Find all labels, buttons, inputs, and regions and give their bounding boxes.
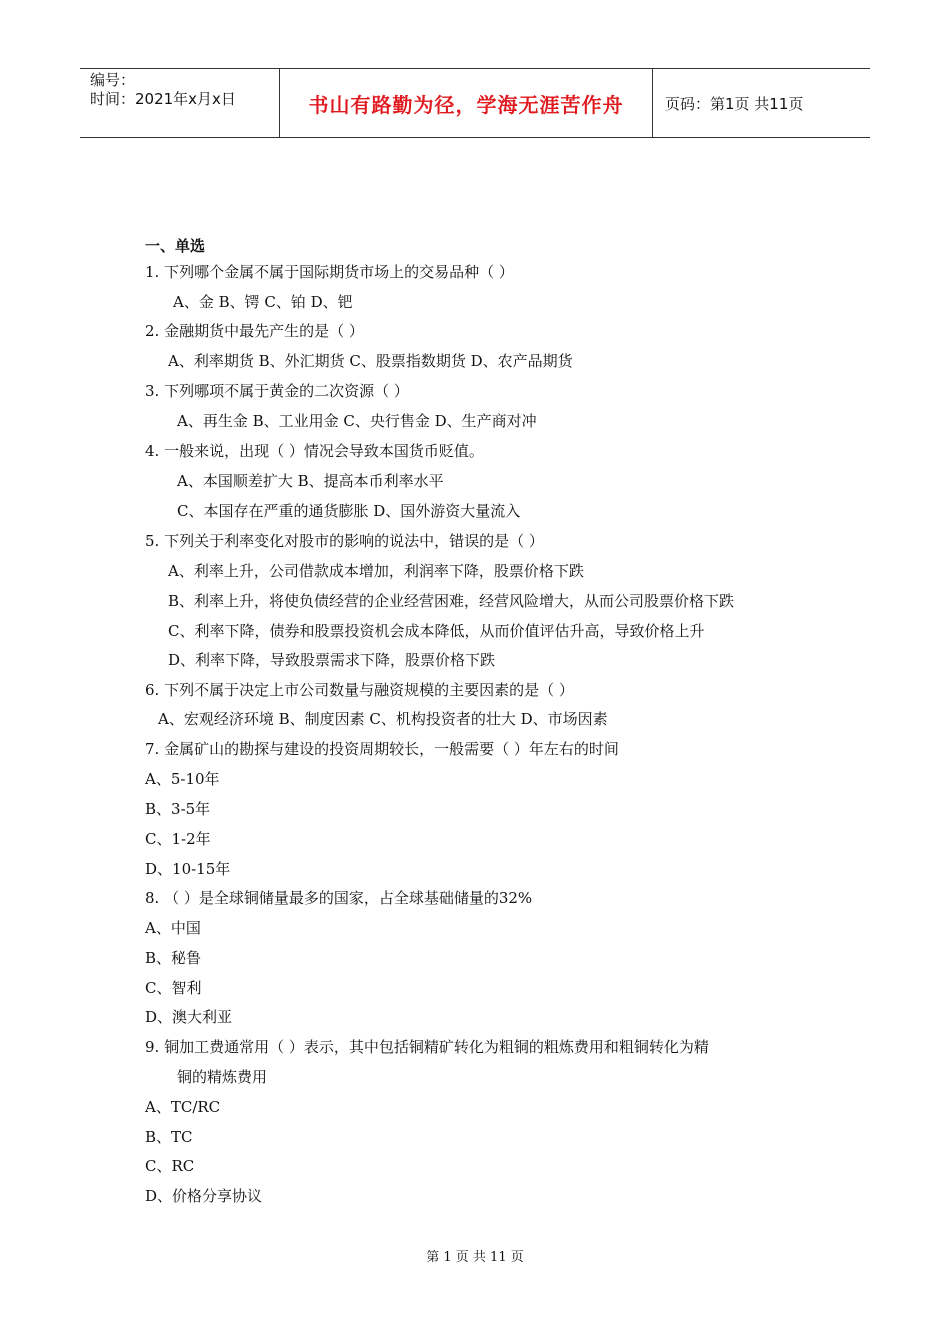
option-9d: D、价格分享协议 [145, 1187, 263, 1205]
options-2: A、利率期货 B、外汇期货 C、股票指数期货 D、农产品期货 [168, 352, 573, 370]
option-5d: D、利率下降，导致股票需求下降，股票价格下跌 [168, 651, 496, 669]
number-label: 编号： [90, 71, 136, 89]
option-7b: B、3-5年 [145, 800, 211, 818]
option-9a: A、TC/RC [145, 1098, 221, 1116]
question-9: 9. 铜加工费通常用（ ）表示，其中包括铜精矿转化为粗铜的粗炼费用和粗铜转化为精 [145, 1038, 709, 1056]
section-title: 一、单选 [145, 237, 206, 255]
question-3: 3. 下列哪项不属于黄金的二次资源（ ） [145, 382, 409, 400]
question-5: 5. 下列关于利率变化对股市的影响的说法中，错误的是（ ） [145, 532, 544, 550]
question-4: 4. 一般来说，出现（ ）情况会导致本国货币贬值。 [145, 442, 484, 460]
option-7d: D、10-15年 [145, 860, 231, 878]
option-5a: A、利率上升，公司借款成本增加，利润率下降，股票价格下跌 [168, 562, 584, 580]
option-7a: A、5-10年 [145, 770, 220, 788]
question-1: 1. 下列哪个金属不属于国际期货市场上的交易品种（ ） [145, 263, 514, 281]
option-8a: A、中国 [145, 919, 201, 937]
options-1: A、金 B、锷 C、铂 D、钯 [173, 293, 353, 311]
option-8d: D、澳大利亚 [145, 1008, 233, 1026]
option-7c: C、1-2年 [145, 830, 211, 848]
option-5b: B、利率上升，将使负债经营的企业经营困难，经营风险增大，从而公司股票价格下跌 [168, 592, 735, 610]
question-9-cont: 铜的精炼费用 [177, 1068, 268, 1086]
header-meta [80, 69, 280, 137]
page-header [80, 68, 870, 138]
option-8c: C、智利 [145, 979, 202, 997]
page-footer: 第 1 页 共 11 页 [426, 1250, 524, 1265]
question-2: 2. 金融期货中最先产生的是（ ） [145, 322, 364, 340]
option-5c: C、利率下降，债券和股票投资机会成本降低，从而价值评估升高，导致价格上升 [168, 622, 705, 640]
options-4-ab: A、本国顺差扩大 B、提高本币利率水平 [177, 472, 444, 490]
option-9b: B、TC [145, 1128, 193, 1146]
option-8b: B、秘鲁 [145, 949, 202, 967]
header-page-info: 页码：第1页 共11页 [665, 94, 804, 113]
options-6: A、宏观经济环境 B、制度因素 C、机构投资者的壮大 D、市场因素 [158, 710, 608, 728]
question-6: 6. 下列不属于决定上市公司数量与融资规模的主要因素的是（ ） [145, 681, 574, 699]
options-3: A、再生金 B、工业用金 C、央行售金 D、生产商对冲 [177, 412, 537, 430]
header-motto: 书山有路勤为径，学海无涯苦作舟 [280, 69, 653, 137]
options-4-cd: C、本国存在严重的通货膨胀 D、国外游资大量流入 [177, 502, 521, 520]
question-7: 7. 金属矿山的勘探与建设的投资周期较长，一般需要（ ）年左右的时间 [145, 740, 619, 758]
question-8: 8. （ ）是全球铜储量最多的国家，占全球基础储量的32% [145, 889, 533, 907]
option-9c: C、RC [145, 1157, 195, 1175]
time-label: 时间：2021年x月x日 [90, 90, 236, 108]
